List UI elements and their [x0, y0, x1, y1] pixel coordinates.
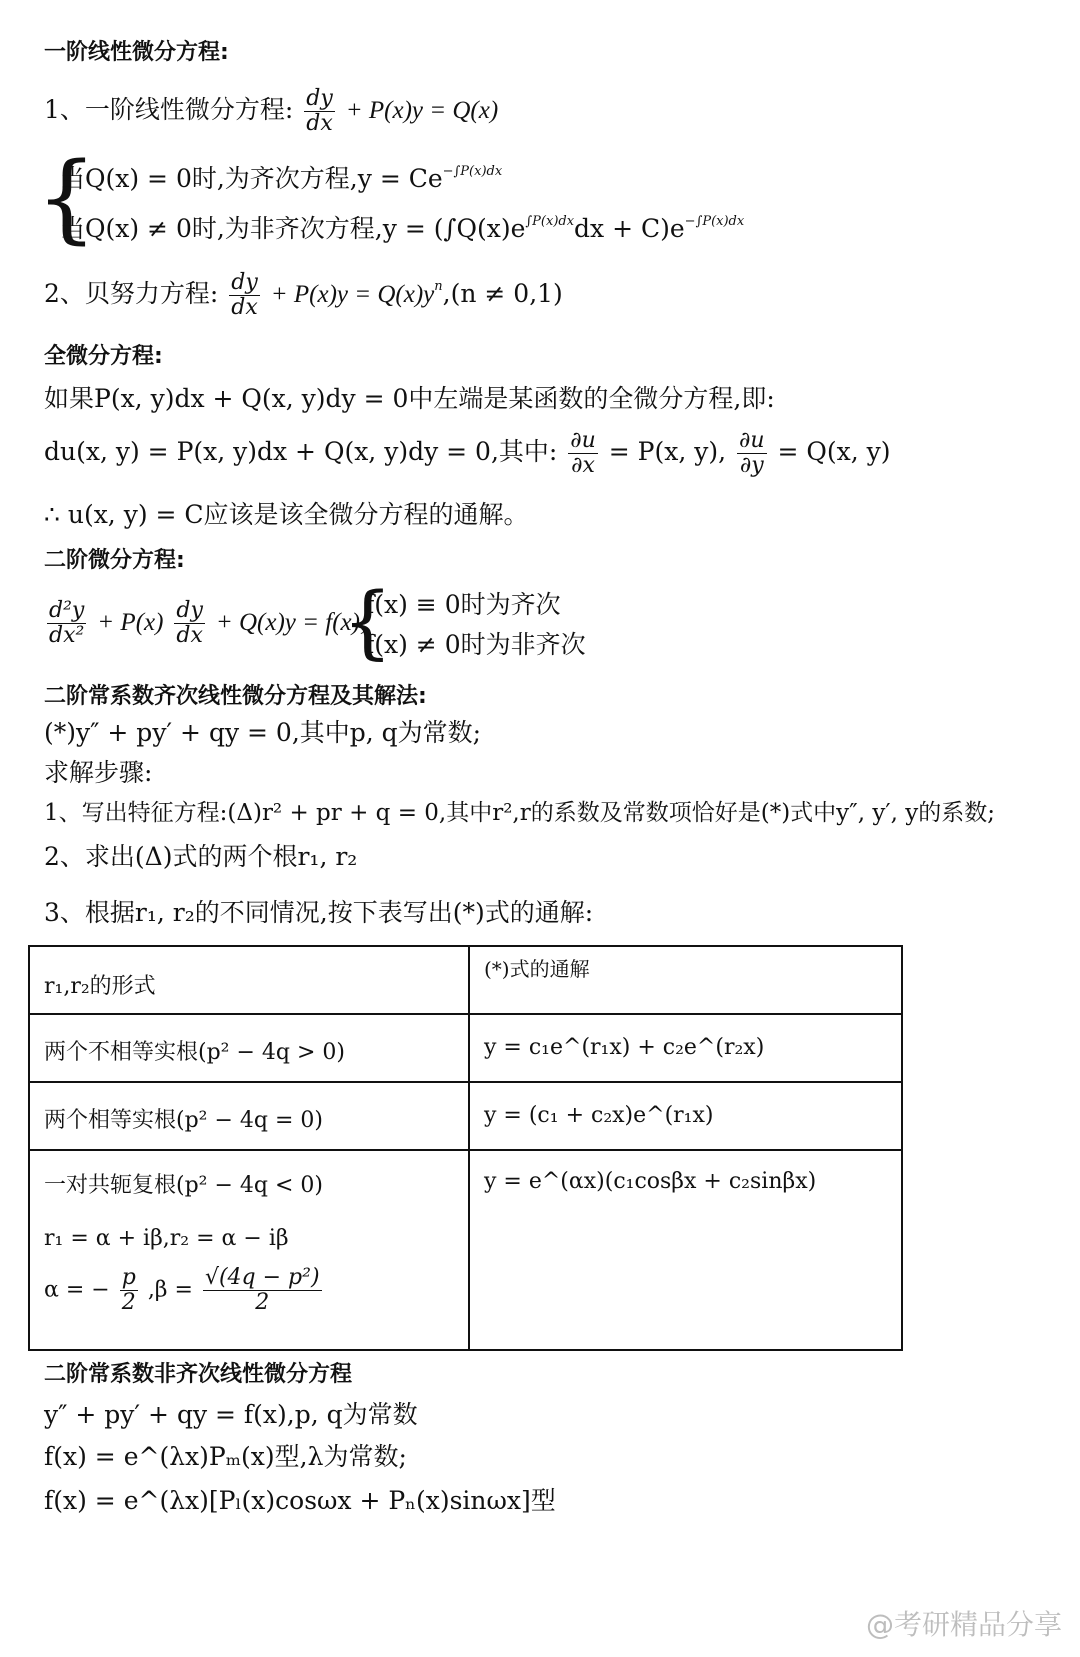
table-row-1-left: 两个不相等实根(p² − 4q > 0) [29, 1014, 469, 1082]
partial-u-y-num: ∂u [739, 428, 765, 453]
alpha-frac-den: 2 [121, 1290, 136, 1315]
nonhomogeneous-case [60, 214, 744, 244]
item2-frac-num: dy [231, 270, 258, 295]
item2-exponent: n [434, 279, 443, 294]
d2y-num: d²y [49, 598, 85, 623]
table-row [29, 1014, 902, 1082]
total-diff-line2-b: = P(x, y), [608, 437, 727, 466]
step-1: 1、写出特征方程:(Δ)r² + pr + q = 0,其中r²,r的系数及常数项恰好是(*)式中y″, y′, y的系数; [44, 800, 995, 826]
second-order-mid2: + Q(x)y = f(x), [215, 609, 367, 636]
bernoulli-equation [44, 272, 563, 319]
alpha-eq: α = − [44, 1277, 110, 1303]
table-header-right: (*)式的通解 [469, 946, 902, 1014]
second-derivative-fraction [47, 600, 86, 647]
second-order-brace: { [342, 575, 393, 668]
total-diff-line2 [44, 430, 891, 477]
partial-u-x-den: ∂x [571, 453, 595, 478]
nonhom-line1: y″ + py′ + qy = f(x),p, q为常数 [44, 1400, 418, 1429]
item2-tail: ,(n ≠ 0,1) [442, 279, 563, 308]
alpha-beta-values [44, 1267, 454, 1314]
item1-frac-den: dx [306, 111, 333, 136]
total-diff-line1: 如果P(x, y)dx + Q(x, y)dy = 0中左端是某函数的全微分方程,即: [44, 384, 775, 413]
total-diff-line2-c: = Q(x, y) [777, 437, 891, 466]
heading-const-coef: 二阶常系数齐次线性微分方程及其解法: [44, 684, 427, 709]
table-row [29, 1082, 902, 1150]
general-solution-table [28, 945, 903, 1351]
table-header-left: r₁,r₂的形式 [29, 946, 469, 1014]
const-coef-equation: (*)y″ + py′ + qy = 0,其中p, q为常数; [44, 718, 482, 747]
watermark-text: @考研精品分享 [865, 1608, 1062, 1641]
second-order-case2: f(x) ≠ 0时为非齐次 [365, 630, 586, 659]
item2-rest: + P(x)y = Q(x)y [270, 281, 435, 308]
table-row-3-right: y = e^(αx)(c₁cosβx + c₂sinβx) [469, 1150, 902, 1350]
beta-fraction [203, 1267, 322, 1314]
nonhom-line3: f(x) = e^(λx)[Pₗ(x)cosωx + Pₙ(x)sinωx]型 [44, 1486, 556, 1515]
beta-eq: ,β = [147, 1277, 193, 1303]
heading-nonhomogeneous: 二阶常系数非齐次线性微分方程 [44, 1362, 353, 1387]
dy-den: dx [176, 623, 203, 648]
case-brace-left: { [36, 142, 98, 254]
item2-frac-den: dx [231, 295, 258, 320]
beta-frac-den: 2 [255, 1290, 270, 1315]
case1-exponent: −∫P(x)dx [442, 164, 503, 179]
nonhom-line2: f(x) = e^(λx)Pₘ(x)型,λ为常数; [44, 1442, 407, 1471]
step-3: 3、根据r₁, r₂的不同情况,按下表写出(*)式的通解: [44, 898, 594, 927]
first-derivative-fraction [174, 600, 205, 647]
complex-roots-values: r₁ = α + iβ,r₂ = α − iβ [44, 1226, 289, 1251]
partial-u-y [737, 430, 767, 477]
case1-text: 当Q(x) = 0时,为齐次方程,y = Ce [60, 164, 443, 193]
case2-mid: dx + C)e [574, 214, 685, 243]
table-row-2-right: y = (c₁ + c₂x)e^(r₁x) [469, 1082, 902, 1150]
heading-second-order: 二阶微分方程: [44, 548, 185, 573]
table-row [29, 1150, 902, 1350]
item2-label: 2、贝努力方程: [44, 279, 219, 308]
total-diff-line3: ∴ u(x, y) = C应该是该全微分方程的通解。 [44, 500, 529, 529]
item1-frac-num: dy [306, 86, 333, 111]
item1-label: 1、一阶线性微分方程: [44, 95, 294, 124]
dy-num: dy [176, 598, 203, 623]
total-diff-line2-a: du(x, y) = P(x, y)dx + Q(x, y)dy = 0,其中: [44, 437, 558, 466]
solution-steps-label: 求解步骤: [44, 758, 153, 787]
alpha-frac-num: p [121, 1265, 136, 1290]
second-order-equation [44, 600, 366, 647]
partial-u-y-den: ∂y [739, 453, 764, 478]
table-row-3-left [29, 1150, 469, 1350]
heading-total-differential: 全微分方程: [44, 344, 163, 369]
case2-text: 当Q(x) ≠ 0时,为非齐次方程,y = (∫Q(x)e [60, 214, 526, 243]
item1-rest: + P(x)y = Q(x) [345, 97, 499, 124]
item1-fraction [304, 88, 335, 135]
homogeneous-case [60, 164, 502, 194]
item2-fraction [229, 272, 260, 319]
step-2: 2、求出(Δ)式的两个根r₁, r₂ [44, 842, 358, 871]
beta-frac-num: √(4q − p²) [204, 1265, 320, 1290]
alpha-fraction [120, 1267, 138, 1314]
case2-exponent-2: −∫P(x)dx [684, 214, 745, 229]
partial-u-x [568, 430, 598, 477]
complex-roots-label: 一对共轭复根(p² − 4q < 0) [44, 1173, 323, 1198]
d2y-den: dx² [49, 623, 85, 648]
partial-u-x-num: ∂u [570, 428, 596, 453]
case2-exponent-1: ∫P(x)dx [525, 214, 575, 229]
table-row-1-right: y = c₁e^(r₁x) + c₂e^(r₂x) [469, 1014, 902, 1082]
table-header-row [29, 946, 902, 1014]
first-order-equation [44, 88, 498, 135]
table-row-2-left: 两个相等实根(p² − 4q = 0) [29, 1082, 469, 1150]
heading-first-order: 一阶线性微分方程: [44, 40, 229, 65]
second-order-mid1: + P(x) [97, 609, 164, 636]
second-order-case1: f(x) ≡ 0时为齐次 [365, 590, 561, 619]
